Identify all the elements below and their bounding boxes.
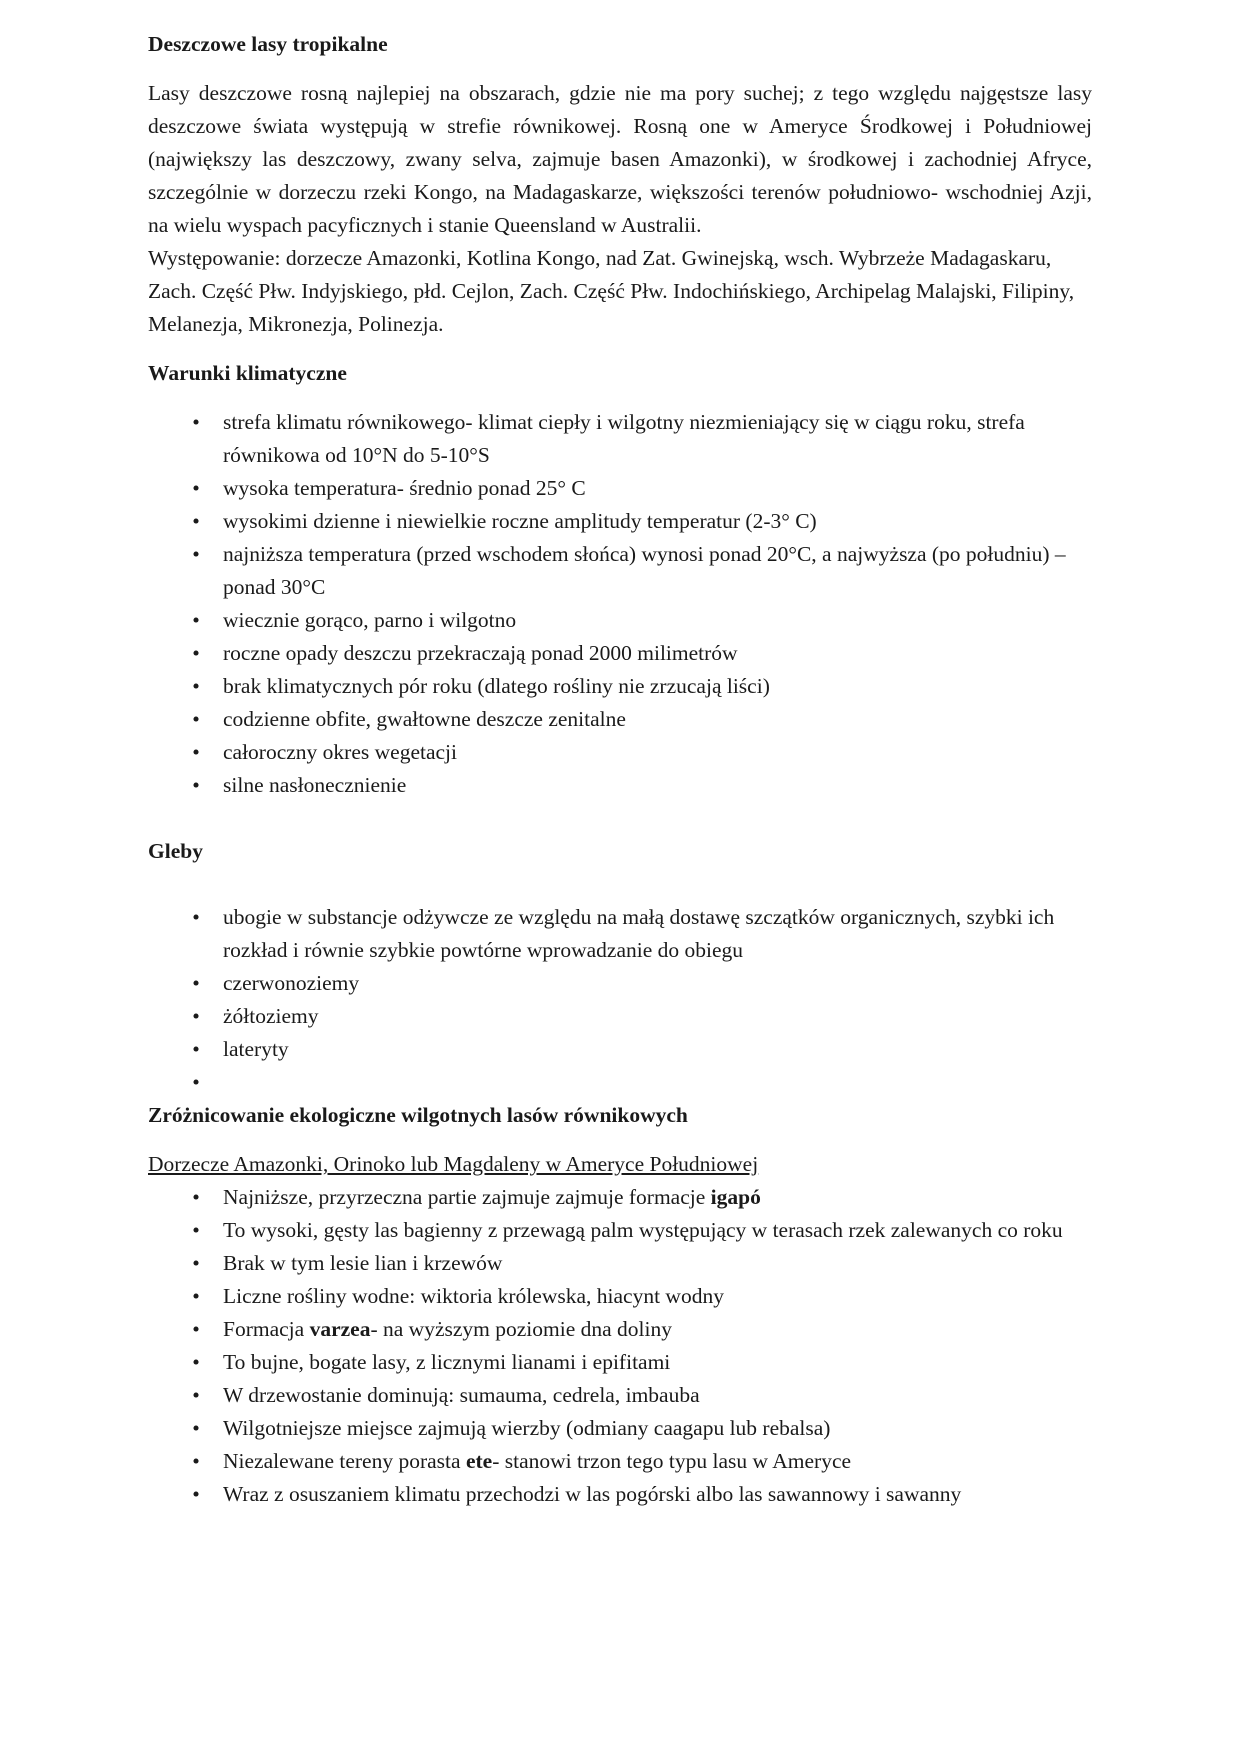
list-item: • roczne opady deszczu przekraczają ponad 2000 milimetrów <box>148 637 1092 670</box>
bullet-icon: • <box>192 1004 200 1028</box>
list-item: • Najniższe, przyrzeczna partie zajmuje zajmuje formacje igapó <box>148 1181 1092 1214</box>
ecology-subheading: Dorzecze Amazonki, Orinoko lub Magdaleny w Ameryce Południowej <box>148 1152 759 1176</box>
bullet-icon: • <box>192 1449 200 1473</box>
list-item: • Niezalewane tereny porasta ete- stanowi trzon tego typu lasu w Ameryce <box>148 1445 1092 1478</box>
term-igapo: igapó <box>710 1185 761 1209</box>
document-title: Deszczowe lasy tropikalne <box>148 32 388 56</box>
list-item: • brak klimatycznych pór roku (dlatego rośliny nie zrzucają liści) <box>148 670 1092 703</box>
bullet-icon: • <box>192 509 200 533</box>
list-item: • Wraz z osuszaniem klimatu przechodzi w las pogórski albo las sawannowy i sawanny <box>148 1478 1092 1511</box>
list-item: • ubogie w substancje odżywcze ze względu na małą dostawę szczątków organicznych, szybki ich rozkład i równie szybkie powtórne wprowadzanie do obiegu <box>148 901 1092 967</box>
bullet-icon: • <box>192 674 200 698</box>
term-ete: ete <box>465 1449 493 1473</box>
list-item: • codzienne obfite, gwałtowne deszcze zenitalne <box>148 703 1092 736</box>
list-item: • Brak w tym lesie lian i krzewów <box>148 1247 1092 1280</box>
list-item: • W drzewostanie dominują: sumauma, cedrela, imbauba <box>148 1379 1092 1412</box>
bullet-icon: • <box>192 1383 200 1407</box>
list-item: • To wysoki, gęsty las bagienny z przewagą palm występujący w terasach rzek zalewanych co roku <box>148 1214 1092 1247</box>
list-item <box>148 1066 1092 1099</box>
bullet-icon: • <box>192 476 200 500</box>
list-item: • Wilgotniejsze miejsce zajmują wierzby (odmiany caagapu lub rebalsa) <box>148 1412 1092 1445</box>
bullet-icon: • <box>192 905 200 929</box>
intro-paragraph: Lasy deszczowe rosną najlepiej na obszarach, gdzie nie ma pory suchej; z tego względu najgęstsze lasy deszczowe świata występują w strefie równikowej. Rosną one w Ameryce Środkowej i Południowej (największy las deszczowy, zwany selva, zajmuje basen Amazonki), w środkowej i zachodniej Afryce, szczególnie w dorzeczu rzeki Kongo, na Madagaskarze, większości terenów południowo- wschodniej Azji, na wielu wyspach pacyficznych i stanie Queensland w Australii. <box>148 81 1092 237</box>
bullet-icon: • <box>192 1416 200 1440</box>
soils-list <box>148 901 1092 1099</box>
soils-heading: Gleby <box>148 839 203 863</box>
bullet-icon: • <box>192 1070 200 1094</box>
list-item: • Liczne rośliny wodne: wiktoria królewska, hiacynt wodny <box>148 1280 1092 1313</box>
list-item: • Formacja varzea- na wyższym poziomie dna doliny <box>148 1313 1092 1346</box>
list-item: • wysoka temperatura- średnio ponad 25° C <box>148 472 1092 505</box>
bullet-icon: • <box>192 410 200 434</box>
list-item: • wysokimi dzienne i niewielkie roczne amplitudy temperatur (2-3° C) <box>148 505 1092 538</box>
bullet-icon: • <box>192 1317 200 1341</box>
list-item: • żółtoziemy <box>148 1000 1092 1033</box>
bullet-icon: • <box>192 971 200 995</box>
climate-list <box>148 406 1092 802</box>
list-item: • najniższa temperatura (przed wschodem słońca) wynosi ponad 20°C, a najwyższa (po południu) – ponad 30°C <box>148 538 1092 604</box>
list-item: • silne nasłonecznienie <box>148 769 1092 802</box>
bullet-icon: • <box>192 707 200 731</box>
term-varzea: varzea <box>309 1317 371 1341</box>
list-item: • wiecznie gorąco, parno i wilgotno <box>148 604 1092 637</box>
bullet-icon: • <box>192 1037 200 1061</box>
ecology-heading: Zróżnicowanie ekologiczne wilgotnych lasów równikowych <box>148 1103 688 1127</box>
bullet-icon: • <box>192 1251 200 1275</box>
list-item: • całoroczny okres wegetacji <box>148 736 1092 769</box>
occurrence-paragraph: Występowanie: dorzecze Amazonki, Kotlina Kongo, nad Zat. Gwinejską, wsch. Wybrzeże Madagaskaru, Zach. Część Płw. Indyjskiego, płd. Cejlon, Zach. Część Płw. Indochińskiego, Archipelag Malajski, Filipiny, Melanezja, Mikronezja, Polinezja. <box>148 246 1075 336</box>
list-item: • lateryty <box>148 1033 1092 1066</box>
list-item: • To bujne, bogate lasy, z licznymi lianami i epifitami <box>148 1346 1092 1379</box>
bullet-icon: • <box>192 1350 200 1374</box>
bullet-icon: • <box>192 608 200 632</box>
document-page <box>148 28 1092 1511</box>
climate-heading: Warunki klimatyczne <box>148 361 347 385</box>
ecology-list <box>148 1181 1092 1511</box>
bullet-icon: • <box>192 1185 200 1209</box>
bullet-icon: • <box>192 1284 200 1308</box>
bullet-icon: • <box>192 740 200 764</box>
bullet-icon: • <box>192 542 200 566</box>
bullet-icon: • <box>192 1218 200 1242</box>
bullet-icon: • <box>192 1482 200 1506</box>
bullet-icon: • <box>192 773 200 797</box>
bullet-icon: • <box>192 641 200 665</box>
list-item: • strefa klimatu równikowego- klimat ciepły i wilgotny niezmieniający się w ciągu roku, strefa równikowa od 10°N do 5-10°S <box>148 406 1092 472</box>
list-item: • czerwonoziemy <box>148 967 1092 1000</box>
